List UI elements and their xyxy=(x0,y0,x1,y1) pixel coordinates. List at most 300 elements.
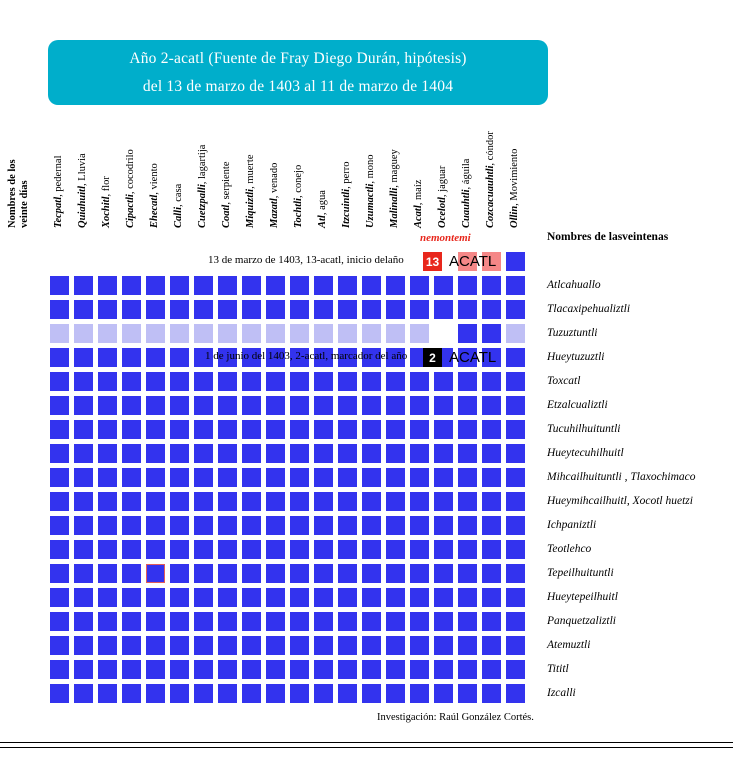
calendar-day-cell[interactable] xyxy=(194,540,213,559)
calendar-day-cell[interactable] xyxy=(98,564,117,583)
calendar-day-cell[interactable] xyxy=(50,660,69,679)
calendar-day-cell[interactable] xyxy=(290,444,309,463)
calendar-day-cell[interactable] xyxy=(194,564,213,583)
calendar-day-cell[interactable] xyxy=(146,300,165,319)
calendar-day-cell[interactable] xyxy=(386,660,405,679)
calendar-day-cell[interactable] xyxy=(242,420,261,439)
calendar-day-cell[interactable] xyxy=(266,684,285,703)
calendar-day-cell[interactable] xyxy=(290,396,309,415)
calendar-day-cell[interactable] xyxy=(74,468,93,487)
calendar-day-cell[interactable] xyxy=(482,660,501,679)
calendar-day-cell[interactable] xyxy=(122,660,141,679)
calendar-day-cell[interactable] xyxy=(458,516,477,535)
calendar-day-cell[interactable] xyxy=(458,276,477,295)
calendar-day-cell[interactable] xyxy=(194,516,213,535)
calendar-day-cell[interactable] xyxy=(434,492,453,511)
calendar-day-cell[interactable] xyxy=(218,396,237,415)
calendar-day-cell[interactable] xyxy=(170,420,189,439)
calendar-day-cell[interactable] xyxy=(458,396,477,415)
calendar-day-cell[interactable] xyxy=(506,252,525,271)
calendar-day-cell[interactable] xyxy=(50,444,69,463)
calendar-day-cell[interactable] xyxy=(314,444,333,463)
calendar-day-cell[interactable] xyxy=(506,324,525,343)
calendar-day-cell[interactable] xyxy=(314,660,333,679)
calendar-day-cell[interactable] xyxy=(74,444,93,463)
calendar-day-cell[interactable] xyxy=(386,540,405,559)
calendar-day-cell[interactable] xyxy=(482,468,501,487)
calendar-day-cell[interactable] xyxy=(386,372,405,391)
calendar-day-cell[interactable] xyxy=(266,468,285,487)
calendar-day-cell[interactable] xyxy=(218,492,237,511)
calendar-day-cell[interactable] xyxy=(242,684,261,703)
calendar-day-cell[interactable] xyxy=(410,300,429,319)
calendar-day-cell[interactable] xyxy=(410,372,429,391)
calendar-day-cell[interactable] xyxy=(434,564,453,583)
calendar-day-cell[interactable] xyxy=(314,612,333,631)
calendar-day-cell[interactable] xyxy=(410,492,429,511)
calendar-day-cell[interactable] xyxy=(146,372,165,391)
calendar-day-cell[interactable] xyxy=(98,372,117,391)
calendar-day-cell[interactable] xyxy=(386,516,405,535)
calendar-day-cell[interactable] xyxy=(98,444,117,463)
calendar-day-cell[interactable] xyxy=(266,612,285,631)
calendar-day-cell[interactable] xyxy=(434,300,453,319)
calendar-day-cell[interactable] xyxy=(314,276,333,295)
calendar-day-cell[interactable] xyxy=(338,468,357,487)
calendar-day-cell[interactable] xyxy=(458,300,477,319)
calendar-day-cell[interactable] xyxy=(434,636,453,655)
calendar-day-cell[interactable] xyxy=(314,324,333,343)
calendar-day-cell[interactable] xyxy=(314,468,333,487)
calendar-day-cell[interactable] xyxy=(50,540,69,559)
calendar-day-cell[interactable] xyxy=(290,660,309,679)
calendar-day-cell[interactable] xyxy=(50,420,69,439)
calendar-day-cell[interactable] xyxy=(266,372,285,391)
calendar-day-cell[interactable] xyxy=(458,564,477,583)
calendar-day-cell[interactable] xyxy=(74,324,93,343)
calendar-day-cell[interactable] xyxy=(386,324,405,343)
calendar-day-cell[interactable] xyxy=(458,612,477,631)
calendar-day-cell[interactable] xyxy=(242,444,261,463)
calendar-day-cell[interactable] xyxy=(242,276,261,295)
calendar-day-cell[interactable] xyxy=(242,396,261,415)
calendar-day-cell[interactable] xyxy=(362,276,381,295)
calendar-day-cell[interactable] xyxy=(338,420,357,439)
calendar-day-cell[interactable] xyxy=(194,660,213,679)
calendar-day-cell[interactable] xyxy=(242,492,261,511)
calendar-day-cell[interactable] xyxy=(458,660,477,679)
calendar-day-cell[interactable] xyxy=(218,588,237,607)
calendar-day-cell[interactable] xyxy=(122,276,141,295)
calendar-day-cell[interactable] xyxy=(242,564,261,583)
calendar-day-cell[interactable] xyxy=(314,684,333,703)
calendar-day-cell[interactable] xyxy=(314,636,333,655)
calendar-day-cell[interactable] xyxy=(410,636,429,655)
calendar-day-cell[interactable] xyxy=(410,660,429,679)
calendar-day-cell[interactable] xyxy=(410,444,429,463)
calendar-day-cell[interactable] xyxy=(170,276,189,295)
calendar-day-cell[interactable] xyxy=(218,564,237,583)
calendar-day-cell[interactable] xyxy=(314,396,333,415)
calendar-day-cell[interactable] xyxy=(338,684,357,703)
calendar-day-cell[interactable] xyxy=(242,372,261,391)
calendar-day-cell[interactable] xyxy=(458,588,477,607)
calendar-day-cell[interactable] xyxy=(386,612,405,631)
calendar-day-cell[interactable] xyxy=(122,588,141,607)
calendar-day-cell[interactable] xyxy=(74,348,93,367)
calendar-day-cell[interactable] xyxy=(170,300,189,319)
calendar-day-cell[interactable] xyxy=(362,540,381,559)
calendar-day-cell[interactable] xyxy=(122,636,141,655)
calendar-day-cell[interactable] xyxy=(194,324,213,343)
calendar-day-cell[interactable] xyxy=(194,468,213,487)
calendar-day-cell[interactable] xyxy=(506,300,525,319)
calendar-day-cell[interactable] xyxy=(386,468,405,487)
calendar-day-cell[interactable] xyxy=(482,684,501,703)
calendar-day-cell[interactable] xyxy=(410,564,429,583)
calendar-day-cell[interactable] xyxy=(170,348,189,367)
calendar-day-cell[interactable] xyxy=(98,492,117,511)
calendar-day-cell[interactable] xyxy=(434,468,453,487)
calendar-day-cell[interactable] xyxy=(434,372,453,391)
calendar-day-cell[interactable] xyxy=(122,516,141,535)
calendar-day-cell[interactable] xyxy=(218,372,237,391)
calendar-day-cell[interactable] xyxy=(50,684,69,703)
calendar-day-cell[interactable] xyxy=(266,516,285,535)
calendar-day-cell[interactable] xyxy=(74,540,93,559)
calendar-day-cell[interactable] xyxy=(386,492,405,511)
calendar-day-cell[interactable] xyxy=(410,276,429,295)
calendar-day-cell[interactable] xyxy=(362,564,381,583)
calendar-day-cell[interactable] xyxy=(98,636,117,655)
calendar-day-cell[interactable] xyxy=(194,372,213,391)
calendar-day-cell[interactable] xyxy=(170,468,189,487)
calendar-day-cell[interactable] xyxy=(482,588,501,607)
calendar-day-cell[interactable] xyxy=(146,276,165,295)
calendar-day-cell[interactable] xyxy=(458,372,477,391)
calendar-day-cell[interactable] xyxy=(218,276,237,295)
calendar-day-cell[interactable] xyxy=(386,444,405,463)
calendar-day-cell[interactable] xyxy=(434,420,453,439)
calendar-day-cell[interactable] xyxy=(314,564,333,583)
calendar-day-cell[interactable] xyxy=(362,660,381,679)
calendar-day-cell[interactable] xyxy=(338,300,357,319)
calendar-day-cell[interactable] xyxy=(266,396,285,415)
calendar-day-cell[interactable] xyxy=(314,540,333,559)
calendar-day-cell[interactable] xyxy=(122,684,141,703)
calendar-day-cell[interactable] xyxy=(50,588,69,607)
calendar-day-cell[interactable] xyxy=(434,684,453,703)
calendar-day-cell[interactable] xyxy=(98,540,117,559)
calendar-day-cell[interactable] xyxy=(434,276,453,295)
calendar-day-cell[interactable] xyxy=(266,636,285,655)
calendar-day-cell[interactable] xyxy=(146,348,165,367)
calendar-day-cell[interactable] xyxy=(170,588,189,607)
calendar-day-cell[interactable] xyxy=(266,588,285,607)
calendar-day-cell[interactable] xyxy=(50,324,69,343)
calendar-day-cell[interactable] xyxy=(290,636,309,655)
calendar-day-cell[interactable] xyxy=(146,612,165,631)
calendar-day-cell[interactable] xyxy=(242,660,261,679)
calendar-day-cell[interactable] xyxy=(458,420,477,439)
calendar-day-cell[interactable] xyxy=(410,612,429,631)
calendar-day-cell[interactable] xyxy=(50,372,69,391)
calendar-day-cell[interactable] xyxy=(170,564,189,583)
calendar-day-cell[interactable] xyxy=(506,492,525,511)
calendar-day-cell[interactable] xyxy=(170,636,189,655)
calendar-day-cell[interactable] xyxy=(338,660,357,679)
calendar-day-cell[interactable] xyxy=(506,660,525,679)
calendar-day-cell[interactable] xyxy=(410,588,429,607)
calendar-day-cell[interactable] xyxy=(170,660,189,679)
calendar-day-cell[interactable] xyxy=(242,468,261,487)
calendar-day-cell[interactable] xyxy=(410,468,429,487)
calendar-day-cell[interactable] xyxy=(482,324,501,343)
calendar-day-cell[interactable] xyxy=(146,588,165,607)
calendar-day-cell[interactable] xyxy=(74,636,93,655)
calendar-day-cell[interactable] xyxy=(410,420,429,439)
calendar-day-cell[interactable] xyxy=(506,348,525,367)
calendar-day-cell[interactable] xyxy=(194,588,213,607)
calendar-day-cell[interactable] xyxy=(410,396,429,415)
calendar-day-cell[interactable] xyxy=(290,684,309,703)
calendar-day-cell[interactable] xyxy=(458,492,477,511)
calendar-day-cell[interactable] xyxy=(170,396,189,415)
calendar-day-cell[interactable] xyxy=(386,396,405,415)
calendar-day-cell[interactable] xyxy=(362,612,381,631)
calendar-day-cell[interactable] xyxy=(50,612,69,631)
calendar-day-cell[interactable] xyxy=(98,348,117,367)
calendar-day-cell[interactable] xyxy=(194,636,213,655)
calendar-day-cell[interactable] xyxy=(74,372,93,391)
calendar-day-cell[interactable] xyxy=(170,372,189,391)
calendar-day-cell[interactable] xyxy=(242,612,261,631)
calendar-day-cell[interactable] xyxy=(50,348,69,367)
calendar-day-cell[interactable] xyxy=(98,276,117,295)
calendar-day-cell[interactable] xyxy=(98,516,117,535)
calendar-day-cell[interactable] xyxy=(266,564,285,583)
calendar-day-cell[interactable] xyxy=(218,612,237,631)
calendar-day-cell[interactable] xyxy=(434,540,453,559)
calendar-day-cell[interactable] xyxy=(314,588,333,607)
calendar-day-cell[interactable] xyxy=(170,324,189,343)
calendar-day-cell[interactable] xyxy=(290,612,309,631)
calendar-day-cell[interactable] xyxy=(242,588,261,607)
calendar-day-cell[interactable] xyxy=(50,564,69,583)
calendar-day-cell[interactable] xyxy=(482,276,501,295)
calendar-day-cell[interactable] xyxy=(338,540,357,559)
calendar-day-cell[interactable] xyxy=(74,564,93,583)
calendar-day-cell[interactable] xyxy=(338,324,357,343)
calendar-day-cell[interactable] xyxy=(218,420,237,439)
calendar-day-cell[interactable] xyxy=(194,276,213,295)
calendar-day-cell[interactable] xyxy=(458,540,477,559)
calendar-day-cell[interactable] xyxy=(386,636,405,655)
calendar-day-cell[interactable] xyxy=(122,372,141,391)
calendar-day-cell[interactable] xyxy=(50,492,69,511)
calendar-day-cell[interactable] xyxy=(482,300,501,319)
calendar-day-cell[interactable] xyxy=(362,492,381,511)
calendar-day-cell[interactable] xyxy=(146,468,165,487)
calendar-day-cell[interactable] xyxy=(314,300,333,319)
calendar-day-cell[interactable] xyxy=(410,516,429,535)
calendar-day-cell[interactable] xyxy=(290,564,309,583)
calendar-day-cell[interactable] xyxy=(266,492,285,511)
calendar-day-cell[interactable] xyxy=(242,324,261,343)
calendar-day-cell[interactable] xyxy=(98,324,117,343)
calendar-day-cell[interactable] xyxy=(266,444,285,463)
calendar-day-cell[interactable] xyxy=(218,300,237,319)
calendar-day-cell[interactable] xyxy=(506,588,525,607)
calendar-day-cell[interactable] xyxy=(266,420,285,439)
calendar-day-cell[interactable] xyxy=(290,324,309,343)
calendar-day-cell[interactable] xyxy=(74,420,93,439)
calendar-day-cell[interactable] xyxy=(242,516,261,535)
calendar-day-cell[interactable] xyxy=(170,684,189,703)
calendar-day-cell[interactable] xyxy=(386,564,405,583)
calendar-day-cell[interactable] xyxy=(242,300,261,319)
calendar-day-cell[interactable] xyxy=(290,372,309,391)
calendar-day-cell[interactable] xyxy=(146,540,165,559)
calendar-day-cell[interactable] xyxy=(290,588,309,607)
calendar-day-cell[interactable] xyxy=(290,276,309,295)
calendar-day-cell[interactable] xyxy=(362,300,381,319)
calendar-day-cell[interactable] xyxy=(122,468,141,487)
calendar-day-cell[interactable] xyxy=(290,300,309,319)
calendar-day-cell[interactable] xyxy=(146,324,165,343)
calendar-day-cell[interactable] xyxy=(74,684,93,703)
calendar-day-cell[interactable] xyxy=(434,444,453,463)
calendar-day-cell[interactable] xyxy=(482,564,501,583)
calendar-day-cell[interactable] xyxy=(266,540,285,559)
calendar-day-cell[interactable] xyxy=(410,324,429,343)
calendar-day-cell[interactable] xyxy=(122,420,141,439)
calendar-day-cell[interactable] xyxy=(122,492,141,511)
calendar-day-cell[interactable] xyxy=(218,468,237,487)
calendar-day-cell[interactable] xyxy=(194,420,213,439)
calendar-day-cell[interactable] xyxy=(506,612,525,631)
calendar-day-cell[interactable] xyxy=(314,372,333,391)
calendar-day-cell[interactable] xyxy=(98,612,117,631)
calendar-day-cell[interactable] xyxy=(98,420,117,439)
calendar-day-cell[interactable] xyxy=(146,564,165,583)
calendar-day-cell[interactable] xyxy=(338,276,357,295)
calendar-day-cell[interactable] xyxy=(434,660,453,679)
calendar-day-cell[interactable] xyxy=(266,276,285,295)
calendar-day-cell[interactable] xyxy=(122,564,141,583)
calendar-day-cell[interactable] xyxy=(98,468,117,487)
calendar-day-cell[interactable] xyxy=(482,372,501,391)
calendar-day-cell[interactable] xyxy=(338,612,357,631)
calendar-day-cell[interactable] xyxy=(218,516,237,535)
calendar-day-cell[interactable] xyxy=(50,276,69,295)
calendar-day-cell[interactable] xyxy=(50,300,69,319)
calendar-day-cell[interactable] xyxy=(434,516,453,535)
calendar-day-cell[interactable] xyxy=(170,540,189,559)
calendar-day-cell[interactable] xyxy=(242,636,261,655)
calendar-day-cell[interactable] xyxy=(146,420,165,439)
calendar-day-cell[interactable] xyxy=(50,516,69,535)
calendar-day-cell[interactable] xyxy=(506,276,525,295)
calendar-day-cell[interactable] xyxy=(122,396,141,415)
calendar-day-cell[interactable] xyxy=(314,492,333,511)
calendar-day-cell[interactable] xyxy=(410,540,429,559)
calendar-day-cell[interactable] xyxy=(218,324,237,343)
calendar-day-cell[interactable] xyxy=(146,516,165,535)
calendar-day-cell[interactable] xyxy=(362,516,381,535)
calendar-day-cell[interactable] xyxy=(170,444,189,463)
calendar-day-cell[interactable] xyxy=(506,540,525,559)
calendar-day-cell[interactable] xyxy=(170,516,189,535)
calendar-day-cell[interactable] xyxy=(338,636,357,655)
calendar-day-cell[interactable] xyxy=(362,396,381,415)
calendar-day-cell[interactable] xyxy=(362,420,381,439)
calendar-day-cell[interactable] xyxy=(506,636,525,655)
calendar-day-cell[interactable] xyxy=(506,420,525,439)
calendar-day-cell[interactable] xyxy=(74,492,93,511)
calendar-day-cell[interactable] xyxy=(50,636,69,655)
calendar-day-cell[interactable] xyxy=(506,444,525,463)
calendar-day-cell[interactable] xyxy=(386,276,405,295)
calendar-day-cell[interactable] xyxy=(362,684,381,703)
calendar-day-cell[interactable] xyxy=(434,396,453,415)
calendar-day-cell[interactable] xyxy=(434,588,453,607)
calendar-day-cell[interactable] xyxy=(506,468,525,487)
calendar-day-cell[interactable] xyxy=(314,516,333,535)
calendar-day-cell[interactable] xyxy=(194,396,213,415)
calendar-day-cell[interactable] xyxy=(122,540,141,559)
calendar-day-cell[interactable] xyxy=(122,444,141,463)
calendar-day-cell[interactable] xyxy=(458,468,477,487)
calendar-day-cell[interactable] xyxy=(218,540,237,559)
calendar-day-cell[interactable] xyxy=(98,396,117,415)
calendar-day-cell[interactable] xyxy=(410,684,429,703)
calendar-day-cell[interactable] xyxy=(506,516,525,535)
calendar-day-cell[interactable] xyxy=(506,396,525,415)
calendar-day-cell[interactable] xyxy=(74,276,93,295)
calendar-day-cell[interactable] xyxy=(362,468,381,487)
calendar-day-cell[interactable] xyxy=(122,300,141,319)
calendar-day-cell[interactable] xyxy=(266,660,285,679)
calendar-day-cell[interactable] xyxy=(194,300,213,319)
calendar-day-cell[interactable] xyxy=(386,300,405,319)
calendar-day-cell[interactable] xyxy=(50,468,69,487)
calendar-day-cell[interactable] xyxy=(98,684,117,703)
calendar-day-cell[interactable] xyxy=(74,396,93,415)
calendar-day-cell[interactable] xyxy=(74,612,93,631)
calendar-day-cell[interactable] xyxy=(458,684,477,703)
calendar-day-cell[interactable] xyxy=(338,396,357,415)
calendar-day-cell[interactable] xyxy=(98,588,117,607)
calendar-day-cell[interactable] xyxy=(266,300,285,319)
calendar-day-cell[interactable] xyxy=(482,516,501,535)
calendar-day-cell[interactable] xyxy=(146,492,165,511)
calendar-day-cell[interactable] xyxy=(290,516,309,535)
calendar-day-cell[interactable] xyxy=(482,396,501,415)
calendar-day-cell[interactable] xyxy=(194,444,213,463)
calendar-day-cell[interactable] xyxy=(458,324,477,343)
calendar-day-cell[interactable] xyxy=(194,684,213,703)
calendar-day-cell[interactable] xyxy=(362,324,381,343)
calendar-day-cell[interactable] xyxy=(74,660,93,679)
calendar-day-cell[interactable] xyxy=(482,636,501,655)
calendar-day-cell[interactable] xyxy=(98,660,117,679)
calendar-day-cell[interactable] xyxy=(50,396,69,415)
calendar-day-cell[interactable] xyxy=(74,300,93,319)
calendar-day-cell[interactable] xyxy=(242,540,261,559)
calendar-day-cell[interactable] xyxy=(458,636,477,655)
calendar-day-cell[interactable] xyxy=(146,636,165,655)
